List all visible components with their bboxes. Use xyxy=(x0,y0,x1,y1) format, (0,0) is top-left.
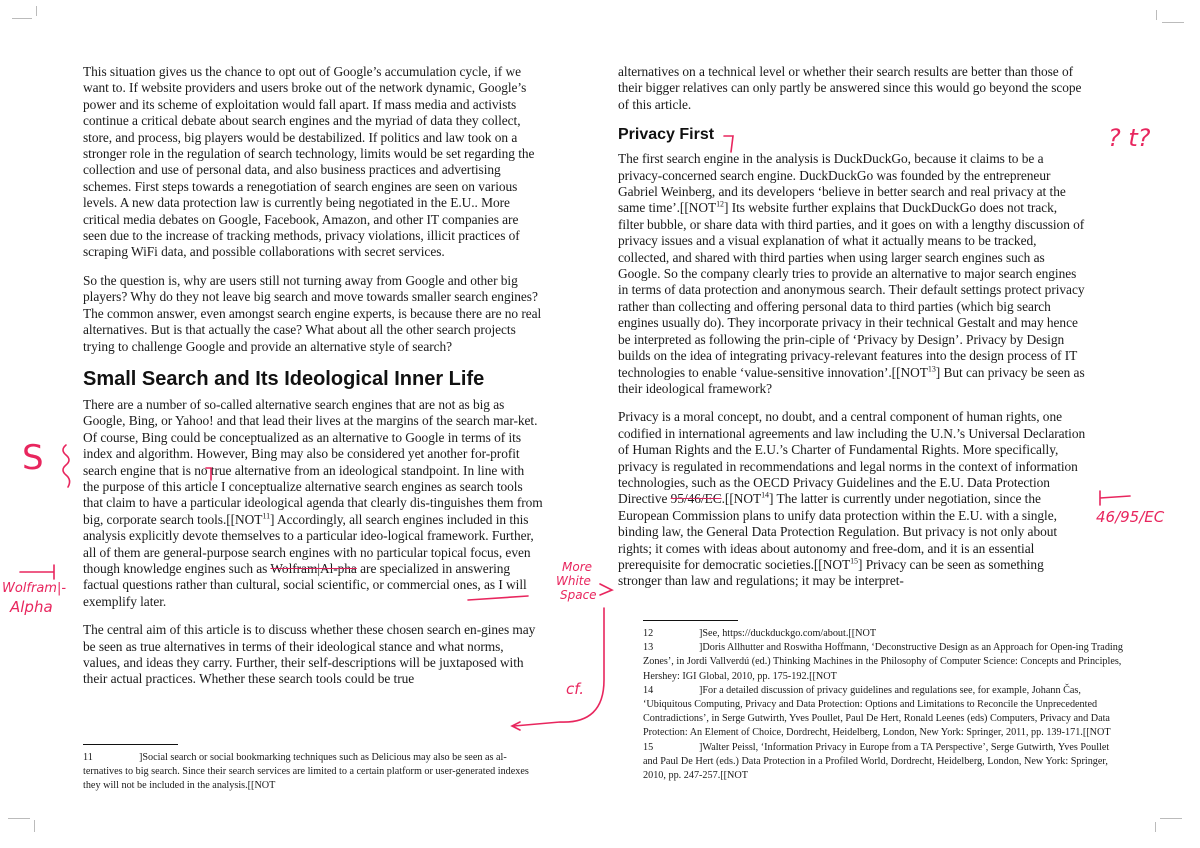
footnote-number: 12 xyxy=(643,628,654,639)
annotation-line: Wolfram|- xyxy=(2,581,67,596)
struck-text: 95/46/EC xyxy=(670,491,722,507)
footnote-text: ]Doris Allhutter and Roswitha Hoffmann, ‘Deconstructive Design as an Approach for Open-ing Trading Zones’, in Jordi Vallverdú (ed.) Thinking Machines in the Philosophy of Computer Science: Concepts and Principles, Hershey: IGI Global, 2010, pp. 175-192.[[NOT xyxy=(643,642,1123,682)
section-heading: Small Search and Its Ideological Inner Life xyxy=(83,367,485,390)
annotation-line: Alpha xyxy=(10,598,53,616)
section-heading: Privacy First xyxy=(618,126,715,144)
privacy-first-note: ? t? xyxy=(1108,124,1151,152)
directive-correction-note: 46/95/EC xyxy=(1096,508,1165,526)
cf-note: cf. xyxy=(566,680,585,698)
text-run: .[[NOT xyxy=(721,491,762,507)
footnote-number: 13 xyxy=(643,642,654,654)
footnote-text: ]Walter Peissl, ‘Information Privacy in Europe from a TA Perspective’, Serge Gutwirth, Yves Poullet and Paul De Hert (eds.) Data Protection in a Profiled World, Dordrecht, Heidelberg, London, New York: Springer, 2010, pp. 247-257.[[NOT xyxy=(643,741,1110,782)
text-run: ] Privacy can be seen as something stronger than law and regulations; it may be interpret- xyxy=(618,556,1044,589)
text-run: ] The latter is currently under negotiation, since the European Commission plans to unify data protection within the E.U. with a single, binding law, the General Data Protection Regulation. But privacy is not only about rights; it comes with ideas about autonomy and free-dom, and it is an essential prerequisite for democratic societies.[[NOT xyxy=(618,491,1058,572)
crop-mark xyxy=(1156,10,1157,20)
footnote xyxy=(83,751,543,794)
text-run: ] But can privacy be seen as their ideological framework? xyxy=(618,364,1085,396)
crop-mark xyxy=(1155,822,1156,832)
footnote xyxy=(643,684,1123,741)
right-text-column xyxy=(618,64,1086,602)
footnote-ref[interactable]: 14 xyxy=(761,490,770,500)
paragraph: The central aim of this article is to discuss whether these chosen search en-gines may be seen as true alternatives in terms of their ideological stance and what norms, values, and ideas they carry. Further, their self-descriptions will be juxtaposed with their actual practices. Whether these search tools could be true xyxy=(83,622,536,687)
wolfram-correction-note xyxy=(2,580,66,616)
footnote xyxy=(643,627,1123,641)
annotation-line: More xyxy=(562,560,593,574)
footnote-number: 15 xyxy=(643,741,654,753)
paragraph: alternatives on a technical level or whether their search results are better than those of their bigger relatives can only partly be answered since this would go beyond the scope of this article. xyxy=(618,64,1082,112)
footnote-number: 14 xyxy=(643,684,654,696)
footnotes xyxy=(83,742,543,794)
footnote-text: ]For a detailed discussion of privacy guidelines and regulations see, for example, Johann Čas, ‘Ubiquitous Computing, Privacy and Data Protection: Options and Limitations to Reconcile the Unprecedented Contradictions’, in Serge Gutwirth, Yves Poullet, Paul De Hert, Ronald Leenes (eds) Computers, Privacy and Data Protection: An Element of Choice, Dordrecht, Heidelberg, London, New York: Springer, 2011, pp. 139-171.[[NOT xyxy=(643,684,1111,739)
text-run: The first search engine in the analysis is DuckDuckGo, because it claims to be a privacy-concerned search engine. DuckDuckGo was founded by the entrepreneur Gabriel Weinberg, and its developers ‘believe in better search and real privacy at the same time’.[[NOT xyxy=(618,151,1066,216)
footnote-rule xyxy=(83,744,178,745)
text-run: Privacy is a moral concept, no doubt, and a central component of human rights, one codified in international agreements and law including the U.N.’s Universal Declaration of Human Rights and the E.U.’s Charter of Fundamental Rights. More specifically, privacy is regulated in recommendations and legal norms in the context of information technologies, such as the OECD Privacy Guidelines and the E.U. Data Protection Directive xyxy=(618,409,1086,507)
annotation-line: Space xyxy=(560,588,597,602)
footnotes xyxy=(643,618,1123,783)
paragraph xyxy=(618,409,1086,589)
footnote-text: ]Social search or social bookmarking techniques such as Delicious may also be seen as al-ternatives to big search. Since their search services are limited to a certain platform or user-generated indexes they will not be included in the analysis.[[NOT xyxy=(83,752,529,792)
footnote-rule xyxy=(643,620,738,621)
footnote-number: 11 xyxy=(83,752,93,763)
footnote-ref[interactable]: 13 xyxy=(927,364,936,374)
crop-mark xyxy=(36,6,37,16)
crop-mark xyxy=(1160,818,1182,819)
footnote-ref[interactable]: 12 xyxy=(716,199,725,209)
margin-s-mark: S xyxy=(22,438,44,478)
paragraph xyxy=(618,151,1086,397)
footnote xyxy=(643,641,1123,684)
crop-mark xyxy=(34,820,35,832)
crop-mark xyxy=(8,818,30,819)
footnote-ref[interactable]: 11 xyxy=(262,511,271,521)
left-page xyxy=(0,0,590,848)
annotation-line: White xyxy=(556,574,591,588)
paragraph: This situation gives us the chance to opt out of Google’s accumulation cycle, if we want to. If website providers and users broke out of the network dynamic, Google’s power and its scheme of exploitation would fall apart. If mass media and activists continue a critical debate about search engines and the myriad of data they collect, store, and process, big players would be destabilized. If politics and law took on a stronger role in the regulation of search technology, limits would be set regarding the collection and use of personal data, and also business practices and advertising schemes. First steps towards a renegotiation of search engines are seen on various levels. A new data protection law is currently being negotiated in the E.U.. More critical media debates on Google, Facebook, Amazon, and other IT companies are seen due to the increase of tracking methods, privacy violations, illicit practices of scraping WiFi data, and possible collaborations with secret services. xyxy=(83,64,535,260)
text-run: There are a number of so-called alternative search engines that are not as big as Google, Bing, or Yahoo! and that lead their lives at the margins of the search mar-ket. Of course, Bing could be conceptualized as an alternative to Google in terms of its index and algorithm. However, Bing may also be considered yet another for-profit search engine that is no true alternative from an ideological standpoint. In line with the purpose of this article I conceptualize alternative search engines as search tools that claim to have a particular ideological agenda that clearly dis-tinguishes them from big, corporate search tools.[[NOT xyxy=(83,396,543,527)
crop-mark xyxy=(12,18,32,19)
crop-mark xyxy=(1162,22,1184,23)
paragraph xyxy=(83,397,543,610)
struck-text: Wolfram|Al-pha xyxy=(270,560,357,576)
more-white-space-note xyxy=(556,560,597,602)
footnote-ref[interactable]: 15 xyxy=(850,556,858,566)
text-run: ] Accordingly, all search engines included in this analysis explicitly devote themselves to a particular ideo-logical framework. Further, all of them are general-purpose search engines with no particular topical focus, even though knowledge engines such as xyxy=(83,511,534,576)
footnote-text: ]See, https://duckduckgo.com/about.[[NOT xyxy=(699,628,877,639)
text-run: ] Its website further explains that DuckDuckGo does not track, filter bubble, or share data with third parties, and it goes on with a lengthy discussion of privacy issues and a visual explanation of what it actually means to be tracked, collected, and shared with third parties when using larger search engines such as Google. So the company clearly tries to provide an alternative to major search engines in terms of data protection and anonymous search. Their default settings protect privacy rather than collecting and offering personal data to third parties (which big search engines usually do). They incorporate privacy in their technical Gestalt and may hence be interpreted as following the prin-ciple of ‘Privacy by Design’. Privacy by Design builds on the idea of integrating privacy-relevant features into the design process of IT technologies to enable ‘value-sensitive innovation’.[[NOT xyxy=(618,200,1085,380)
text-run: are specialized in answering factual questions rather than cultural, social scientific, or commercial ones, as I will exemplify later. xyxy=(83,560,527,609)
left-text-column xyxy=(83,64,543,700)
paragraph: So the question is, why are users still not turning away from Google and other big players? Why do they not leave big search and move towards smaller search engines? The common answer, even amongst search engine experts, is because there are no real alternatives. But is that actually the case? What about all the other search projects trying to challenge Google and provide an alternative style of search? xyxy=(83,272,542,354)
footnote xyxy=(643,741,1123,784)
